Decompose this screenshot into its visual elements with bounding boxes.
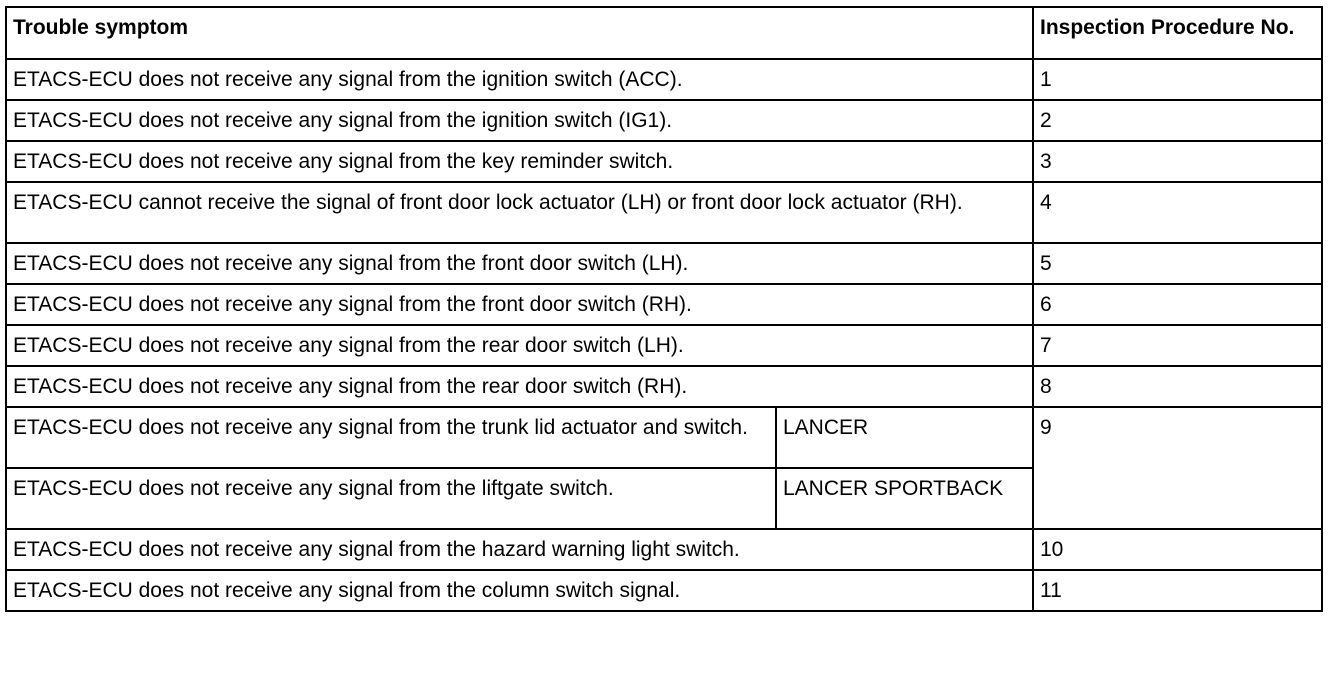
symptom-cell: ETACS-ECU does not receive any signal from the front door switch (LH).: [6, 243, 1033, 284]
table-row: [6, 100, 1322, 141]
symptom-cell: ETACS-ECU does not receive any signal from the ignition switch (IG1).: [6, 100, 1033, 141]
procedure-no-cell: 8: [1033, 366, 1322, 407]
procedure-no-cell: 6: [1033, 284, 1322, 325]
procedure-no-cell: 7: [1033, 325, 1322, 366]
procedure-no-cell: 11: [1033, 570, 1322, 611]
symptom-cell: ETACS-ECU does not receive any signal from the key reminder switch.: [6, 141, 1033, 182]
table-row: [6, 243, 1322, 284]
table-row: [6, 141, 1322, 182]
procedure-no-cell: 3: [1033, 141, 1322, 182]
symptom-cell: ETACS-ECU does not receive any signal from the front door switch (RH).: [6, 284, 1033, 325]
table-row: [6, 529, 1322, 570]
symptom-cell: ETACS-ECU does not receive any signal from the rear door switch (RH).: [6, 366, 1033, 407]
symptom-cell: ETACS-ECU does not receive any signal from the liftgate switch.: [6, 468, 776, 529]
table-row: [6, 366, 1322, 407]
symptom-cell: ETACS-ECU does not receive any signal from the column switch signal.: [6, 570, 1033, 611]
header-inspection-procedure-no: Inspection Procedure No.: [1033, 7, 1322, 59]
procedure-no-cell: 5: [1033, 243, 1322, 284]
table-row: [6, 182, 1322, 243]
trouble-symptom-table: [5, 6, 1323, 612]
procedure-no-cell: 4: [1033, 182, 1322, 243]
procedure-no-cell: 9: [1033, 407, 1322, 529]
symptom-cell: ETACS-ECU cannot receive the signal of front door lock actuator (LH) or front door lock actuator (RH).: [6, 182, 1033, 243]
table-row: [6, 325, 1322, 366]
table-row: [6, 284, 1322, 325]
table-row: [6, 407, 1322, 468]
symptom-cell: ETACS-ECU does not receive any signal from the hazard warning light switch.: [6, 529, 1033, 570]
procedure-no-cell: 2: [1033, 100, 1322, 141]
symptom-cell: ETACS-ECU does not receive any signal from the rear door switch (LH).: [6, 325, 1033, 366]
procedure-no-cell: 10: [1033, 529, 1322, 570]
symptom-cell: ETACS-ECU does not receive any signal from the trunk lid actuator and switch.: [6, 407, 776, 468]
symptom-cell: ETACS-ECU does not receive any signal from the ignition switch (ACC).: [6, 59, 1033, 100]
procedure-no-cell: 1: [1033, 59, 1322, 100]
model-cell: LANCER SPORTBACK: [776, 468, 1033, 529]
header-trouble-symptom: Trouble symptom: [6, 7, 1033, 59]
table-header-row: [6, 7, 1322, 59]
table-row: [6, 59, 1322, 100]
model-cell: LANCER: [776, 407, 1033, 468]
table-row: [6, 570, 1322, 611]
